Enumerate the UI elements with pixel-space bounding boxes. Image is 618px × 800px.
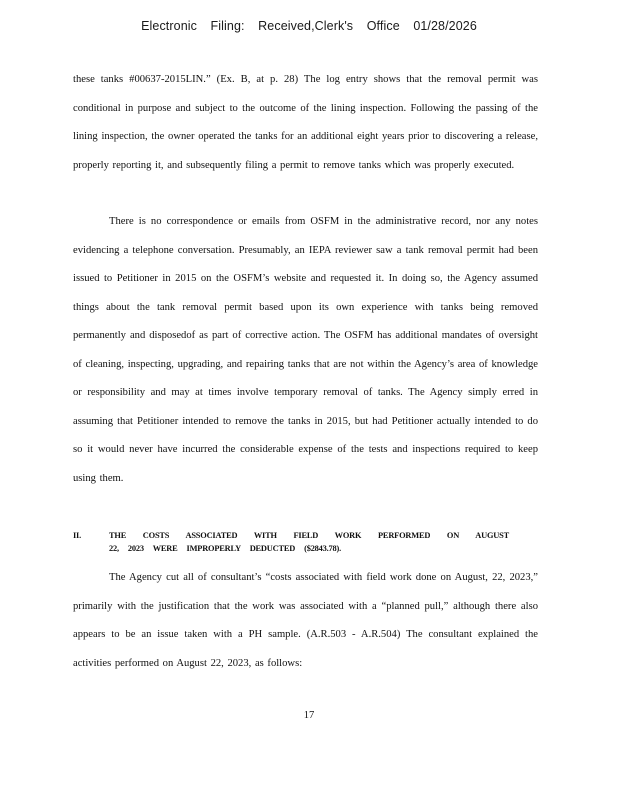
section-number: II. [73,531,82,540]
paragraph-field-work: The Agency cut all of consultant’s “costs associated with field work done on August, 22, 2023,” primarily with the justification that the work was associated with a “planned pull,” although there also appears to be an issue taken with a PH sample. (A.R.503 - A.R.504) The consultant explained the activities performed on August 22, 2023, as follows: [73,572,538,669]
filing-stamp-header: Electronic Filing: Received,Clerk's Office 01/28/2026 [141,19,477,33]
section-heading-line1: THE COSTS ASSOCIATED WITH FIELD WORK PERFORMED ON AUGUST [109,531,509,540]
page-number: 17 [303,710,315,721]
paragraph-continuation: these tanks #00637-2015LIN.” (Ex. B, at p. 28) The log entry shows that the removal permit was conditional in purpose and subject to the outcome of the lining inspection. Following the passing of the lining inspection, the owner operated the tanks for an additional eight years prior to discovering a release, properly reporting it, and subsequently filing a permit to remove tanks which was properly executed. [73,74,538,171]
paragraph-correspondence: There is no correspondence or emails from OSFM in the administrative record, nor any notes evidencing a telephone conversation. Presumably, an IEPA reviewer saw a tank removal permit had been issued to Petitioner in 2015 on the OSFM’s website and requested it. In doing so, the Agency assumed things about the tank removal permit based upon its own experience with tanks being removed permanently and disposedof as part of corrective action. The OSFM has additional mandates of oversight of cleaning, inspecting, upgrading, and repairing tanks that are not within the Agency’s area of knowledge or responsibility and may at times involve temporary removal of tanks. The Agency simply erred in assuming that Petitioner intended to remove the tanks in 2015, but had Petitioner actually intended to do so it would never have incurred the considerable expense of the tests and inspections required to keep using them. [73,216,538,484]
section-heading-line2: 22, 2023 WERE IMPROPERLY DEDUCTED ($2843.78). [109,544,341,553]
